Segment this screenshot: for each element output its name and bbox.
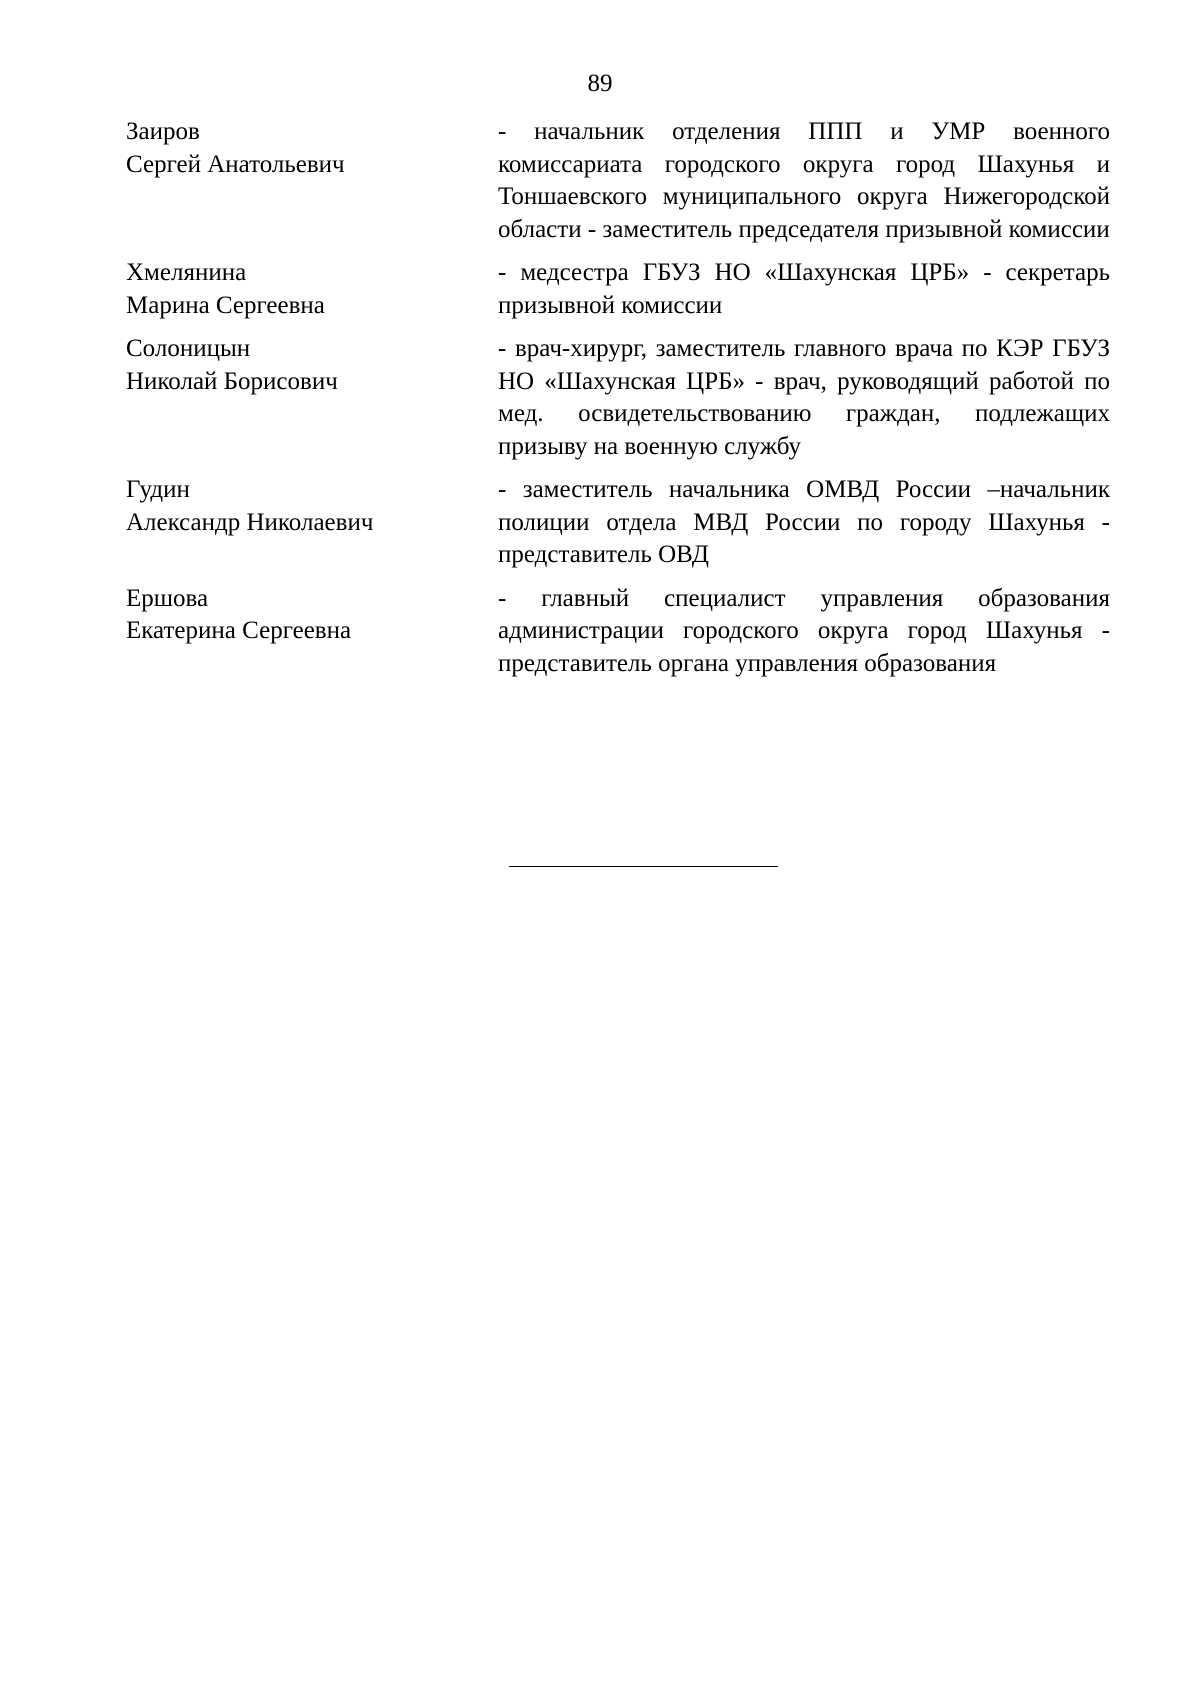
member-surname: Солоницын (126, 335, 251, 362)
commission-member-list (126, 116, 1110, 691)
member-given-names: Николай Борисович (126, 367, 338, 395)
list-item (126, 474, 1110, 572)
member-given-names: Екатерина Сергеевна (126, 617, 352, 644)
list-item (126, 333, 1110, 463)
member-surname: Заиров (126, 118, 200, 145)
member-surname: Ершова (126, 584, 209, 612)
member-surname: Гудин (126, 476, 190, 503)
member-role: - врач-хирург, заместитель главного врача по КЭР ГБУЗ НО «Шахунская ЦРБ» - врач, руководящий работой по мед. освидетельствованию граждан, подлежащих призыву на военную службу (498, 335, 1110, 460)
member-given-names: Александр Николаевич (126, 508, 374, 536)
list-item (126, 257, 1110, 322)
list-item (126, 116, 1110, 246)
list-item (126, 583, 1110, 681)
member-name (126, 474, 498, 572)
member-name (126, 333, 498, 463)
member-surname: Хмелянина (126, 259, 247, 286)
page-number: 89 (587, 70, 613, 97)
member-given-names: Марина Сергеевна (126, 291, 325, 319)
member-given-names: Сергей Анатольевич (126, 150, 345, 178)
member-name (126, 116, 498, 246)
member-name (126, 583, 498, 681)
member-role: - главный специалист управления образования администрации городского округа город Шахунья - представитель органа управления образования (498, 584, 1110, 677)
member-role: - начальник отделения ППП и УМР военного комиссариата городского округа город Шахунья и Тоншаевского муниципального округа Нижегородской области - заместитель председателя призывной комиссии (498, 118, 1110, 243)
member-role: - медсестра ГБУЗ НО «Шахунская ЦРБ» - секретарь призывной комиссии (498, 259, 1110, 319)
closing-divider (509, 866, 778, 867)
member-name (126, 257, 498, 322)
member-role: - заместитель начальника ОМВД России –начальник полиции отдела МВД России по городу Шахунья - представитель ОВД (498, 476, 1110, 568)
